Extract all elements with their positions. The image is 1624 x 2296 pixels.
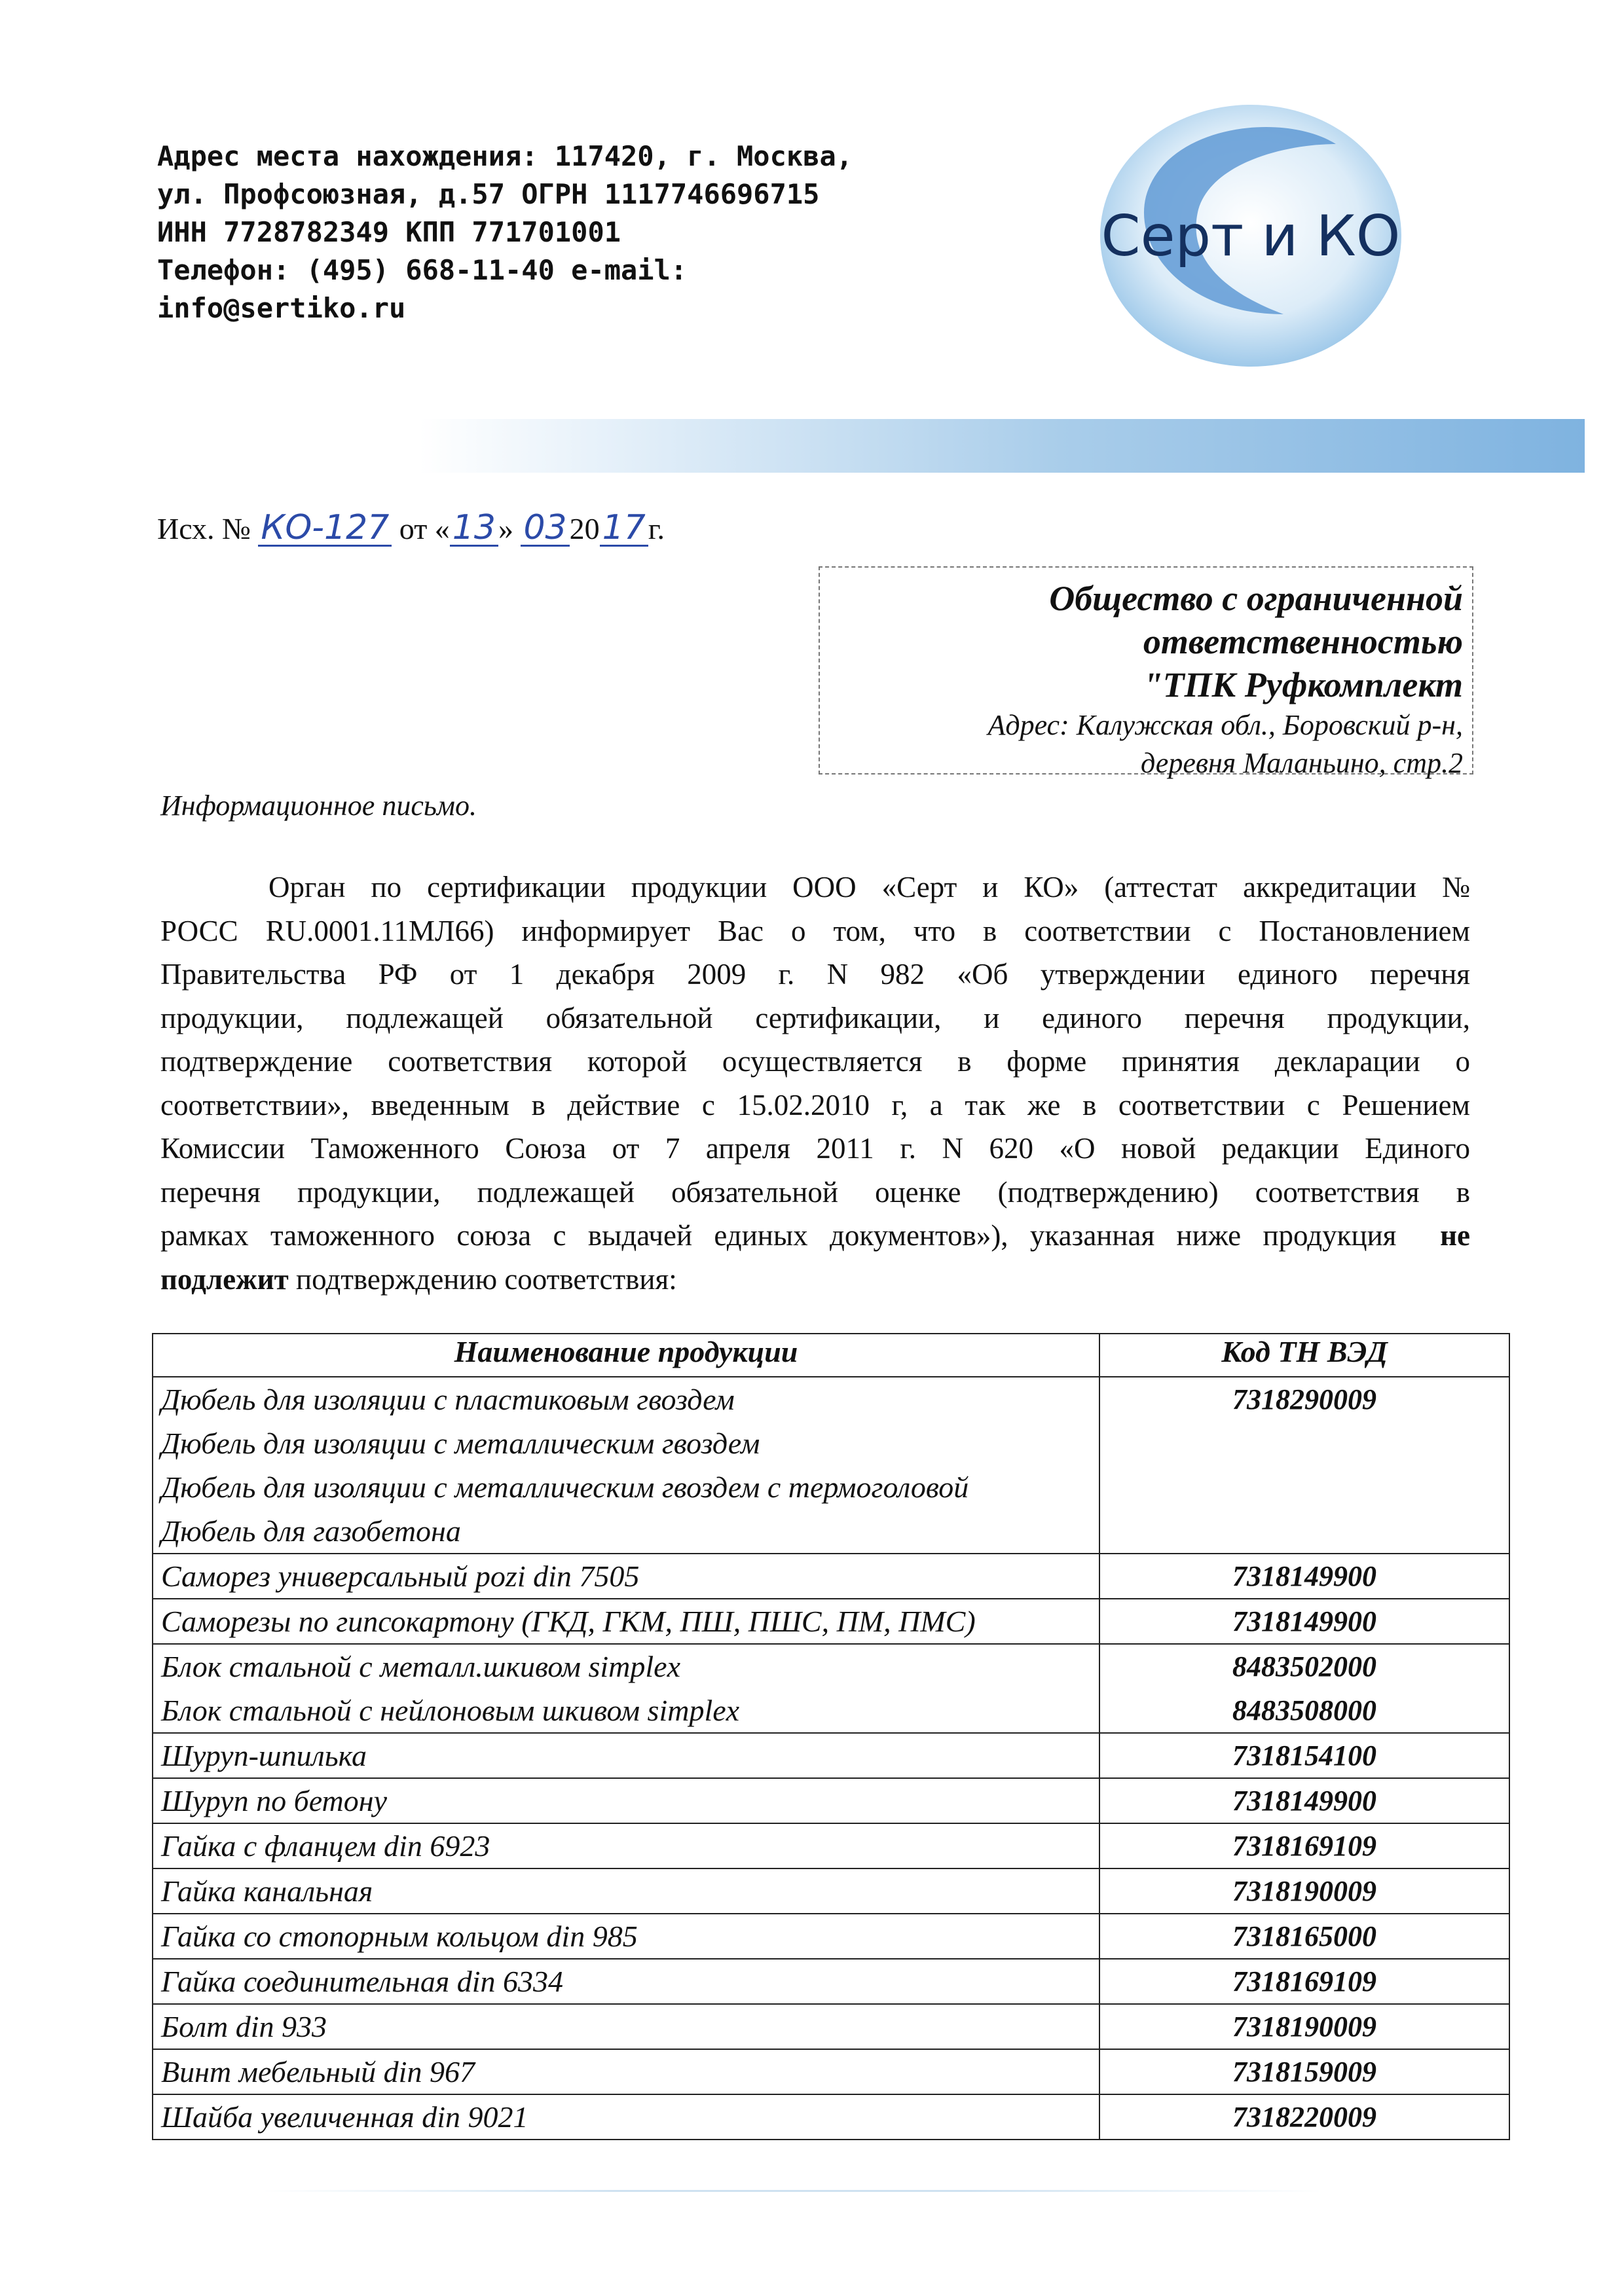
tnved-code: 7318165000 <box>1232 1920 1376 1952</box>
product-name-cell <box>153 1554 1099 1599</box>
tnved-code: 7318190009 <box>1232 1875 1376 1907</box>
tnved-code: 7318190009 <box>1232 2011 1376 2043</box>
recipient-address-line: Адрес: Калужская обл., Боровский р-н, <box>987 709 1463 741</box>
tnved-code: 7318149900 <box>1232 1605 1376 1637</box>
address-line: Адрес места нахождения: 117420, г. Москва, <box>157 140 853 172</box>
logo-text: Серт и КО <box>1101 204 1401 269</box>
recipient-box <box>819 566 1473 779</box>
tnved-code-cell <box>1099 1644 1509 1733</box>
sender-address-block <box>157 137 1022 327</box>
body-line <box>160 1258 1470 1302</box>
body-line: Правительства РФ от 1 декабря 2009 г. N 982 «Об утверждении единого перечня <box>160 958 1470 991</box>
tnved-code-cell <box>1099 1959 1509 2004</box>
recipient-address-line: деревня Маланьино, стр.2 <box>1141 747 1463 779</box>
table-row <box>153 2049 1509 2094</box>
tnved-code-cell <box>1099 1914 1509 1959</box>
table-row <box>153 1868 1509 1914</box>
product-name: Дюбель для изоляции с пластиковым гвоздем <box>161 1383 735 1416</box>
tnved-code-cell <box>1099 1377 1509 1554</box>
product-name: Саморез универсальный pozi din 7505 <box>161 1559 640 1593</box>
body-bold-subject: подлежит <box>160 1262 289 1296</box>
product-name: Гайка со стопорным кольцом din 985 <box>161 1920 638 1953</box>
tnved-code-cell <box>1099 1599 1509 1644</box>
product-name: Винт мебельный din 967 <box>161 2055 475 2088</box>
product-name-cell <box>153 2094 1099 2140</box>
tnved-code: 7318169109 <box>1232 1830 1376 1862</box>
product-name-cell <box>153 1868 1099 1914</box>
tnved-code-cell <box>1099 1554 1509 1599</box>
body-paragraph <box>160 866 1470 1301</box>
product-name-cell <box>153 1377 1099 1554</box>
product-name-cell <box>153 1823 1099 1868</box>
tnved-code: 7318149900 <box>1232 1560 1376 1592</box>
table-row <box>153 1959 1509 2004</box>
tnved-code-cell <box>1099 2004 1509 2049</box>
table-row <box>153 2094 1509 2140</box>
body-line: соответствии», введенным в действие с 15.02.2010 г, а так же в соответствии с Решением <box>160 1088 1470 1121</box>
product-name: Гайка соединительная din 6334 <box>161 1965 563 1998</box>
company-logo <box>1087 98 1414 373</box>
tnved-code-cell <box>1099 2049 1509 2094</box>
product-name-cell <box>153 2004 1099 2049</box>
product-name-cell <box>153 1778 1099 1823</box>
letter-title: Информационное письмо. <box>160 790 477 822</box>
body-line: Орган по сертификации продукции ООО «Серт и КО» (аттестат аккредитации № <box>268 871 1470 903</box>
product-name-cell <box>153 2049 1099 2094</box>
table-row <box>153 1377 1509 1554</box>
address-line: ул. Профсоюзная, д.57 ОГРН 1117746696715 <box>157 178 820 210</box>
outgoing-reference <box>157 508 665 547</box>
product-name: Болт din 933 <box>161 2010 327 2043</box>
footer-divider <box>262 2190 1323 2192</box>
tnved-code: 7318220009 <box>1232 2101 1376 2133</box>
table-row <box>153 1733 1509 1778</box>
product-name: Гайка канальная <box>161 1874 373 1908</box>
tnved-code: 7318154100 <box>1232 1740 1376 1772</box>
tnved-code: 7318149900 <box>1232 1785 1376 1817</box>
product-name-cell <box>153 1599 1099 1644</box>
ref-from: от « <box>399 512 450 545</box>
product-name: Дюбель для изоляции с металлическим гвоздем с термоголовой <box>161 1470 969 1504</box>
tnved-code-cell <box>1099 1823 1509 1868</box>
address-line: ИНН 7728782349 КПП 771701001 <box>157 216 621 248</box>
tnved-code: 8483502000 <box>1232 1650 1376 1683</box>
body-line-text: рамках таможенного союза с выдачей единых документов»), указанная ниже продукция <box>160 1219 1397 1252</box>
product-name: Дюбель для газобетона <box>161 1514 461 1548</box>
body-line <box>160 1214 1470 1258</box>
product-name: Шуруп по бетону <box>161 1784 387 1817</box>
address-line: Телефон: (495) 668-11-40 e-mail: <box>157 254 688 286</box>
product-name-cell <box>153 1733 1099 1778</box>
ref-day: 13 <box>450 511 498 547</box>
column-header-code: Код ТН ВЭД <box>1099 1334 1509 1377</box>
recipient-org-line: "ТПК Руфкомплект <box>1143 665 1463 704</box>
product-name: Гайка с фланцем din 6923 <box>161 1829 490 1863</box>
ref-suffix: г. <box>648 512 665 545</box>
ref-month: 03 <box>521 511 569 547</box>
table-header-row <box>153 1334 1509 1377</box>
table-row <box>153 1914 1509 1959</box>
tnved-code: 8483508000 <box>1232 1694 1376 1726</box>
table-row <box>153 1599 1509 1644</box>
table-row <box>153 2004 1509 2049</box>
product-name-cell <box>153 1959 1099 2004</box>
body-bold-not: не <box>1440 1219 1470 1252</box>
header-color-band <box>419 419 1585 473</box>
tnved-code: 7318169109 <box>1232 1965 1376 1997</box>
ref-number: КО-127 <box>258 511 392 547</box>
ref-year-prefix: 20 <box>569 512 600 545</box>
tnved-code-cell <box>1099 1778 1509 1823</box>
body-line: подтверждение соответствия которой осуществляется в форме принятия декларации о <box>160 1045 1470 1078</box>
column-header-name: Наименование продукции <box>153 1334 1099 1377</box>
products-table <box>152 1333 1510 2140</box>
ref-prefix: Исх. № <box>157 512 251 545</box>
tnved-code-cell <box>1099 2094 1509 2140</box>
tnved-code: 7318159009 <box>1232 2056 1376 2088</box>
product-name: Блок стальной с металл.шкивом simplex <box>161 1650 680 1683</box>
table-row <box>153 1554 1509 1599</box>
ref-day-close: » <box>498 512 513 545</box>
product-name-cell <box>153 1644 1099 1733</box>
body-line: Комиссии Таможенного Союза от 7 апреля 2011 г. N 620 «О новой редакции Единого <box>160 1132 1470 1165</box>
product-name-cell <box>153 1914 1099 1959</box>
tnved-code-cell <box>1099 1868 1509 1914</box>
product-name: Шайба увеличенная din 9021 <box>161 2100 528 2134</box>
body-line: РОСС RU.0001.11МЛ66) информирует Вас о том, что в соответствии с Постановлением <box>160 914 1470 947</box>
body-line: продукции, подлежащей обязательной сертификации, и единого перечня продукции, <box>160 1001 1470 1034</box>
tnved-code-cell <box>1099 1733 1509 1778</box>
table-row <box>153 1823 1509 1868</box>
recipient-org-line: Общество с ограниченной <box>1049 579 1463 618</box>
table-row <box>153 1644 1509 1733</box>
body-line-text: подтверждению соответствия: <box>296 1262 677 1296</box>
recipient-org-line: ответственностью <box>1143 622 1463 661</box>
product-name: Дюбель для изоляции с металлическим гвоздем <box>161 1427 760 1460</box>
table-body <box>153 1377 1509 2140</box>
product-name: Саморезы по гипсокартону (ГКД, ГКМ, ПШ, ПШС, ПМ, ПМС) <box>161 1605 976 1638</box>
address-line: info@sertiko.ru <box>157 292 406 324</box>
body-line: перечня продукции, подлежащей обязательной оценке (подтверждению) соответствия в <box>160 1175 1470 1209</box>
product-name: Шуруп-шпилька <box>161 1739 367 1772</box>
tnved-code: 7318290009 <box>1232 1383 1376 1415</box>
table-row <box>153 1778 1509 1823</box>
product-name: Блок стальной с нейлоновым шкивом simplex <box>161 1694 740 1727</box>
ref-year: 17 <box>600 511 648 547</box>
